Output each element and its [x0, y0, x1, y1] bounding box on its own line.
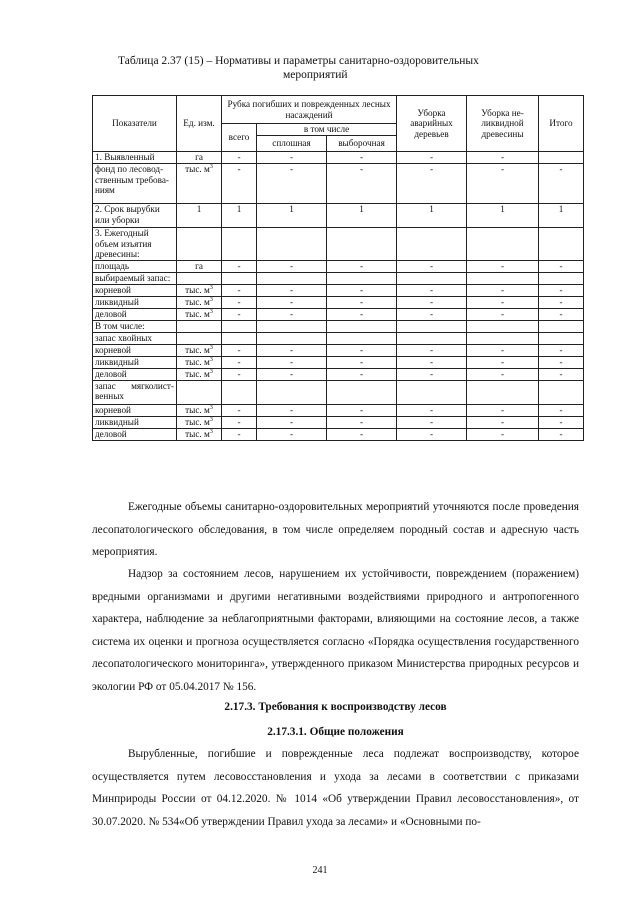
row-unit	[177, 228, 222, 261]
row-value	[327, 228, 397, 261]
row-value: -	[539, 428, 584, 440]
row-value: -	[467, 356, 539, 368]
row-label: выбираемый запас:	[93, 272, 177, 284]
table-row	[93, 332, 584, 344]
unit-superscript: 3	[209, 416, 213, 423]
row-value: -	[397, 416, 467, 428]
unit-text: га	[195, 152, 203, 162]
row-value	[257, 380, 327, 404]
row-value: -	[397, 164, 467, 204]
table-row	[93, 404, 584, 416]
row-value	[222, 320, 257, 332]
row-value: -	[222, 356, 257, 368]
table-row	[93, 228, 584, 261]
row-value: -	[222, 152, 257, 164]
header-total: Итого	[539, 96, 584, 152]
unit-superscript: 3	[209, 163, 213, 170]
row-value: -	[467, 428, 539, 440]
row-value	[467, 228, 539, 261]
row-unit	[177, 320, 222, 332]
row-value: -	[327, 344, 397, 356]
row-value: 1	[257, 204, 327, 228]
row-unit	[177, 284, 222, 296]
unit-superscript: 3	[209, 308, 213, 315]
table-row	[93, 344, 584, 356]
row-value: -	[539, 308, 584, 320]
row-label: деловой	[93, 428, 177, 440]
table-row	[93, 308, 584, 320]
row-label: деловой	[93, 368, 177, 380]
row-value: -	[539, 356, 584, 368]
table-row	[93, 416, 584, 428]
row-value: -	[222, 164, 257, 204]
header-clear: сплошная	[257, 136, 327, 152]
unit-text: тыс. м	[185, 296, 210, 307]
row-unit	[177, 152, 222, 164]
row-value: 1	[327, 204, 397, 228]
unit-superscript: 3	[209, 428, 213, 435]
row-value: -	[397, 284, 467, 296]
row-value	[467, 272, 539, 284]
header-nonliquid: Уборка не-ликвидной древесины	[467, 96, 539, 152]
table-row	[93, 320, 584, 332]
unit-text: тыс. м	[185, 404, 210, 415]
table-row	[93, 368, 584, 380]
row-value: -	[327, 296, 397, 308]
row-value: -	[467, 368, 539, 380]
row-value	[539, 380, 584, 404]
row-value	[222, 228, 257, 261]
row-value: -	[222, 368, 257, 380]
row-value: -	[539, 416, 584, 428]
row-value	[467, 320, 539, 332]
paragraph-3	[92, 743, 579, 833]
row-label: ликвидный	[93, 356, 177, 368]
row-value: -	[327, 284, 397, 296]
row-unit	[177, 332, 222, 344]
row-value: -	[539, 164, 584, 204]
caption-line-2: мероприятий	[283, 69, 348, 81]
paragraph-2	[92, 563, 579, 699]
header-including: в том числе	[257, 124, 397, 136]
row-value	[222, 272, 257, 284]
row-value: -	[539, 284, 584, 296]
row-unit	[177, 380, 222, 404]
row-value: -	[327, 260, 397, 272]
row-value	[222, 332, 257, 344]
row-unit	[177, 344, 222, 356]
row-value: -	[467, 344, 539, 356]
unit-text: тыс. м	[185, 428, 210, 439]
row-unit	[177, 428, 222, 440]
row-unit	[177, 164, 222, 204]
paragraph-1-text: Ежегодные объемы санитарно-оздоровительных мероприятий уточняются после проведения лесопатологического обследования, в том числе определяем породный состав и адресную часть мероприятия.	[92, 501, 579, 559]
row-value: 1	[397, 204, 467, 228]
row-label: 1. Выявленный	[93, 152, 177, 164]
unit-text: га	[195, 260, 203, 271]
row-value: -	[397, 404, 467, 416]
row-value: -	[257, 260, 327, 272]
row-unit	[177, 272, 222, 284]
unit-superscript: 3	[209, 356, 213, 363]
row-value	[397, 332, 467, 344]
row-value: -	[222, 296, 257, 308]
header-unit: Ед. изм.	[177, 96, 222, 152]
norms-table	[92, 95, 584, 441]
row-value	[539, 332, 584, 344]
row-label: корневой	[93, 284, 177, 296]
row-value: -	[327, 416, 397, 428]
table-row	[93, 428, 584, 440]
page-number: 241	[312, 865, 328, 876]
row-label: площадь	[93, 260, 177, 272]
row-value: -	[397, 260, 467, 272]
row-value: -	[327, 308, 397, 320]
row-unit	[177, 204, 222, 228]
row-unit	[177, 356, 222, 368]
table-row	[93, 164, 584, 204]
row-label: деловой	[93, 308, 177, 320]
row-value: -	[327, 404, 397, 416]
row-value: -	[539, 260, 584, 272]
row-label: 3. Ежегодный объем изъятия древесины:	[93, 228, 177, 261]
row-value: -	[397, 368, 467, 380]
row-value	[397, 272, 467, 284]
row-label: корневой	[93, 344, 177, 356]
row-label: ликвидный	[93, 416, 177, 428]
row-unit	[177, 404, 222, 416]
row-value	[397, 380, 467, 404]
table-body	[93, 152, 584, 441]
unit-superscript: 3	[209, 344, 213, 351]
unit-superscript: 3	[209, 284, 213, 291]
row-value: -	[467, 416, 539, 428]
row-value: -	[397, 308, 467, 320]
row-unit	[177, 308, 222, 320]
row-value	[539, 152, 584, 164]
row-unit	[177, 260, 222, 272]
table-row	[93, 356, 584, 368]
row-value: 1	[467, 204, 539, 228]
row-value: -	[467, 152, 539, 164]
row-value: -	[327, 164, 397, 204]
row-value: -	[539, 404, 584, 416]
row-label: В том числе:	[93, 320, 177, 332]
unit-text: тыс. м	[185, 284, 210, 295]
unit-superscript: 3	[209, 404, 213, 411]
row-label: фонд по лесовод-ственным требова-ниям	[93, 164, 177, 204]
row-value	[327, 272, 397, 284]
row-value: -	[222, 416, 257, 428]
header-selective: выборочная	[327, 136, 397, 152]
row-value: -	[257, 284, 327, 296]
row-value	[257, 272, 327, 284]
unit-superscript: 3	[209, 296, 213, 303]
row-value: -	[257, 404, 327, 416]
row-value	[257, 320, 327, 332]
row-value: -	[257, 344, 327, 356]
row-value: -	[222, 404, 257, 416]
table-row	[93, 204, 584, 228]
row-value	[539, 320, 584, 332]
header-total-felling: всего	[222, 124, 257, 152]
row-label: ликвидный	[93, 296, 177, 308]
row-value: 1	[539, 204, 584, 228]
row-unit	[177, 296, 222, 308]
row-value	[222, 380, 257, 404]
row-value: -	[257, 308, 327, 320]
table-row	[93, 152, 584, 164]
row-value: -	[467, 164, 539, 204]
row-value: -	[467, 404, 539, 416]
row-value: -	[222, 428, 257, 440]
unit-text: тыс. м	[185, 368, 210, 379]
table-row	[93, 380, 584, 404]
table-row	[93, 284, 584, 296]
unit-text: тыс. м	[185, 344, 210, 355]
row-value: -	[257, 296, 327, 308]
row-value: -	[539, 368, 584, 380]
row-value: -	[327, 428, 397, 440]
row-value: -	[257, 416, 327, 428]
row-value	[397, 228, 467, 261]
row-value: -	[467, 296, 539, 308]
row-value: -	[397, 152, 467, 164]
unit-text: тыс. м	[185, 416, 210, 427]
row-value	[467, 332, 539, 344]
row-value: -	[257, 164, 327, 204]
row-value: -	[222, 284, 257, 296]
row-label: 2. Срок вырубки или уборки	[93, 204, 177, 228]
unit-text: тыс. м	[185, 164, 210, 174]
row-unit	[177, 416, 222, 428]
table-row	[93, 260, 584, 272]
row-value: -	[327, 356, 397, 368]
header-indicators: Показатели	[93, 96, 177, 152]
row-value	[539, 228, 584, 261]
row-value: -	[222, 308, 257, 320]
row-value: -	[539, 296, 584, 308]
row-value: -	[539, 344, 584, 356]
row-value	[467, 380, 539, 404]
row-value	[257, 332, 327, 344]
section-heading: 2.17.3. Требования к воспроизводству лесов	[224, 701, 447, 713]
row-value: -	[467, 260, 539, 272]
paragraph-3-text: Вырубленные, погибшие и поврежденные леса подлежат воспроизводству, которое осуществляется путем лесовосстановления и ухода за лесами в соответствии с приказами Минприроды России от 04.12.2020. № 1014 «Об утверждении Правил лесовосстановления», от 30.07.2020. № 534«Об утверждении Правил ухода за лесами» и «Основными по-	[92, 748, 579, 828]
row-label: корневой	[93, 404, 177, 416]
paragraph-1	[92, 496, 579, 564]
row-value: -	[467, 284, 539, 296]
caption-line-1: Таблица 2.37 (15) – Нормативы и параметры санитарно-оздоровительных	[118, 55, 479, 67]
row-value: -	[257, 428, 327, 440]
row-label: запас мягколист-венных	[93, 380, 177, 404]
unit-text: 1	[196, 204, 202, 214]
row-value	[327, 380, 397, 404]
table-row	[93, 296, 584, 308]
header-emergency: Уборка аварийных деревьев	[397, 96, 467, 152]
unit-text: тыс. м	[185, 308, 210, 319]
row-value: -	[257, 356, 327, 368]
row-value: -	[257, 152, 327, 164]
header-felling: Рубка погибших и поврежденных лесных насаждений	[222, 96, 397, 124]
row-value: -	[397, 428, 467, 440]
row-value: -	[257, 368, 327, 380]
row-value	[327, 332, 397, 344]
row-value: -	[327, 368, 397, 380]
table-row	[93, 272, 584, 284]
row-value: -	[397, 344, 467, 356]
row-value	[539, 272, 584, 284]
paragraph-2-text: Надзор за состоянием лесов, нарушением их устойчивости, повреждением (поражением) вредными организмами и другими негативными воздействиями природного и антропогенного характера, наблюдение за неблагоприятными факторами, влияющими на состояние лесов, а также система их оценки и прогноза осуществляется согласно «Порядка осуществления государственного лесопатологического мониторинга», утвержденного приказом Министерства природных ресурсов и экологии РФ от 05.04.2017 № 156.	[92, 568, 579, 693]
unit-superscript: 3	[209, 368, 213, 375]
row-value: 1	[222, 204, 257, 228]
row-value: -	[397, 356, 467, 368]
row-unit	[177, 368, 222, 380]
row-value: -	[222, 260, 257, 272]
row-label: запас хвойных	[93, 332, 177, 344]
row-value: -	[397, 296, 467, 308]
row-value	[327, 320, 397, 332]
row-value: -	[467, 308, 539, 320]
unit-text: тыс. м	[185, 356, 210, 367]
row-value	[397, 320, 467, 332]
row-value: -	[327, 152, 397, 164]
row-value: -	[222, 344, 257, 356]
row-value	[257, 228, 327, 261]
table-caption	[96, 54, 556, 82]
subsection-heading: 2.17.3.1. Общие положения	[267, 726, 404, 738]
